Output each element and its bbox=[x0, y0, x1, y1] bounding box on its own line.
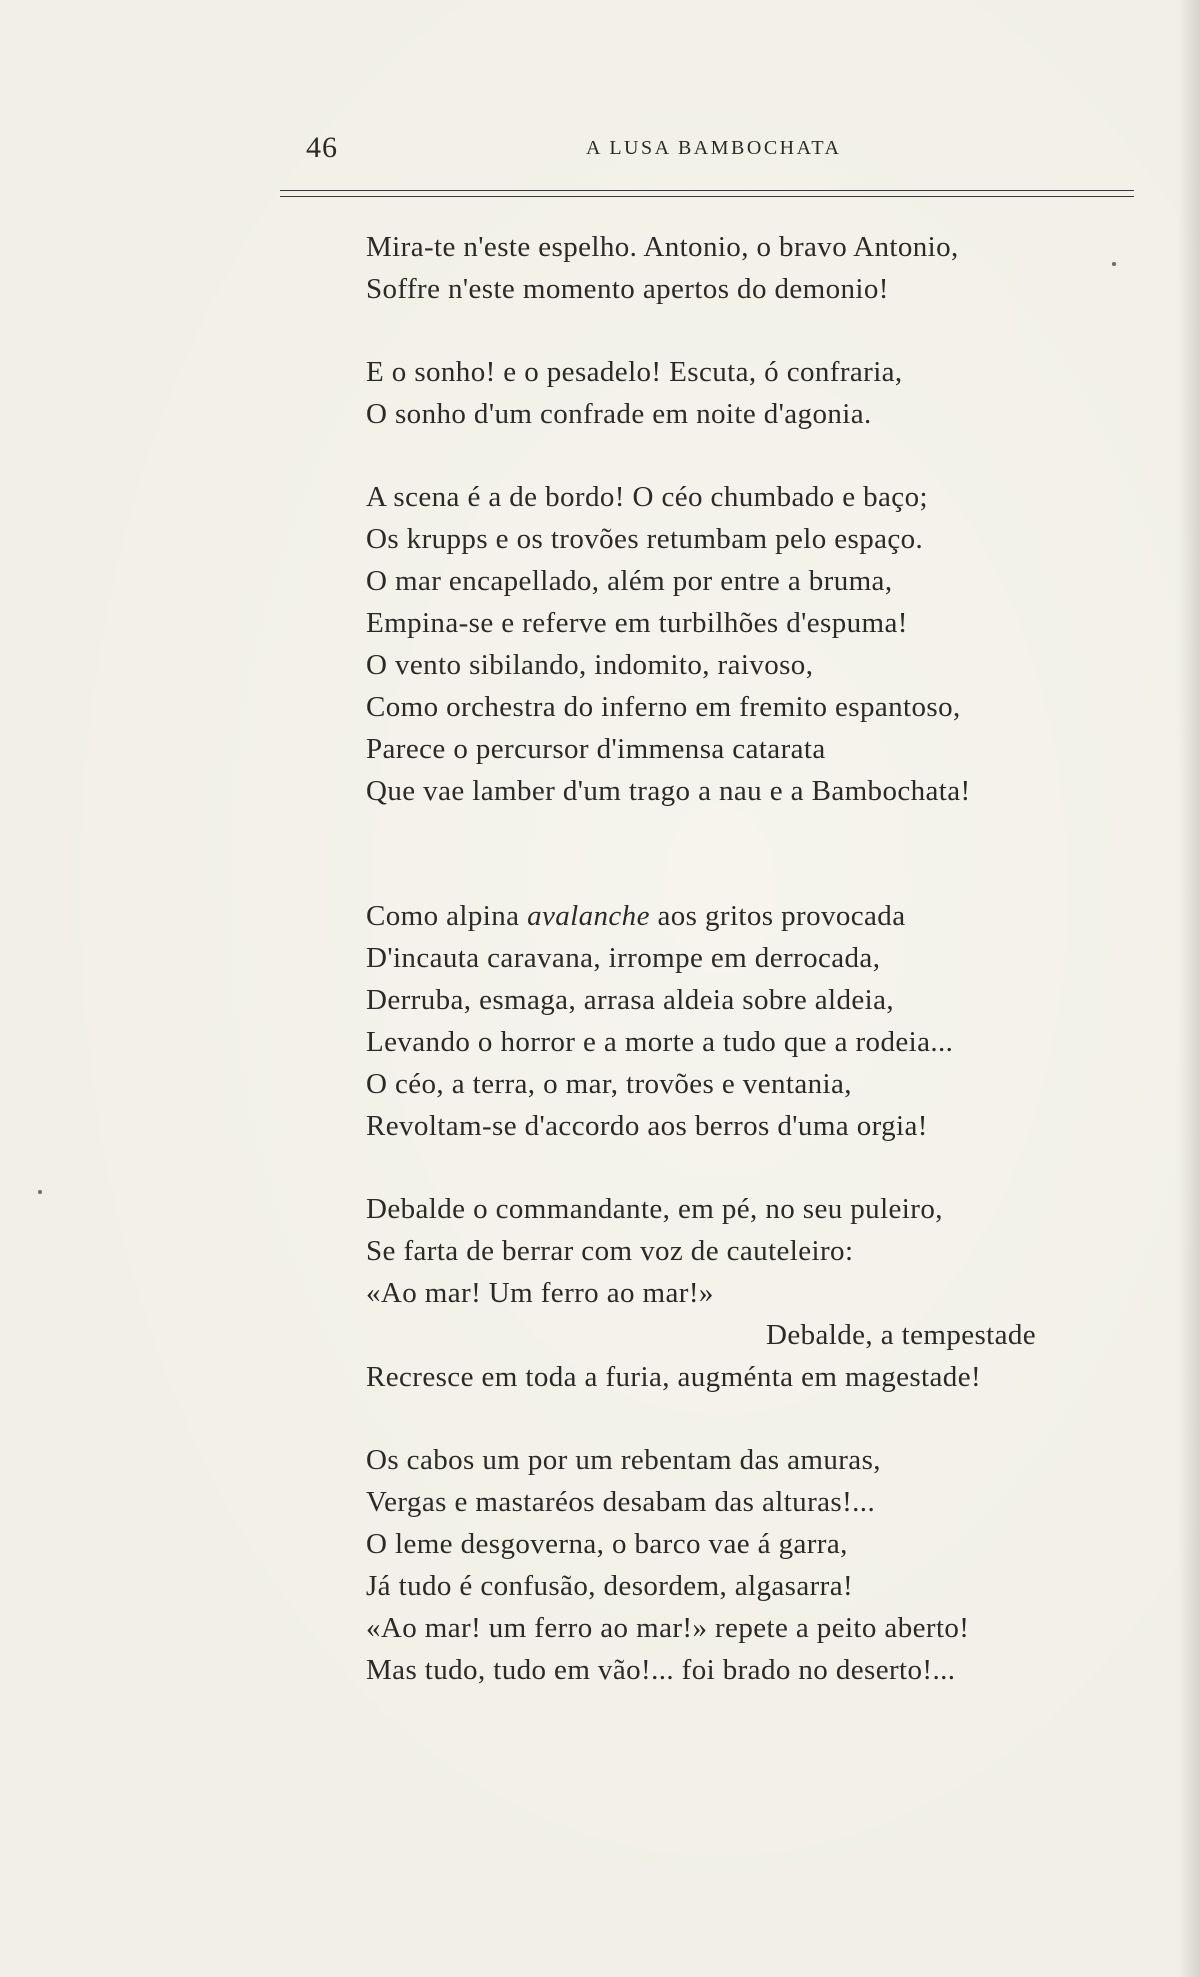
header-double-rule bbox=[280, 190, 1134, 199]
verse-line: O sonho d'um confrade em noite d'agonia. bbox=[366, 398, 872, 430]
verse-line: Revoltam-se d'accordo aos berros d'uma orgia! bbox=[366, 1110, 928, 1142]
verse-line: Mas tudo, tudo em vão!... foi brado no deserto!... bbox=[366, 1654, 956, 1686]
verse-line: O vento sibilando, indomito, raivoso, bbox=[366, 649, 814, 681]
verse-line: «Ao mar! um ferro ao mar!» repete a peito aberto! bbox=[366, 1612, 970, 1644]
verse-line: Parece o percursor d'immensa catarata bbox=[366, 733, 826, 765]
verse-line: Os krupps e os trovões retumbam pelo espaço. bbox=[366, 523, 924, 555]
page-edge-shadow bbox=[1178, 0, 1200, 1977]
verse-line: O mar encapellado, além por entre a bruma, bbox=[366, 565, 893, 597]
verse-line: Empina-se e referve em turbilhões d'espuma! bbox=[366, 607, 908, 639]
verse-line: Soffre n'este momento apertos do demonio! bbox=[366, 273, 889, 305]
stanza bbox=[366, 895, 1086, 1147]
verse-fragment: Como alpina bbox=[366, 900, 528, 932]
verse-line: Derruba, esmaga, arrasa aldeia sobre aldeia, bbox=[366, 984, 895, 1016]
poem-body bbox=[366, 226, 1086, 1732]
verse-line: A scena é a de bordo! O céo chumbado e baço; bbox=[366, 481, 928, 513]
verse-line: Já tudo é confusão, desordem, algasarra! bbox=[366, 1570, 854, 1602]
italic-word: avalanche bbox=[527, 900, 650, 932]
verse-fragment: aos gritos provocada bbox=[649, 900, 906, 932]
verse-line: Se farta de berrar com voz de cauteleiro: bbox=[366, 1235, 854, 1267]
running-head bbox=[0, 128, 1200, 168]
verse-line: Vergas e mastaréos desabam das alturas!... bbox=[366, 1486, 876, 1518]
header-rule-top bbox=[280, 190, 1134, 191]
verse-line: Os cabos um por um rebentam das amuras, bbox=[366, 1444, 881, 1476]
verse-line: D'incauta caravana, irrompe em derrocada, bbox=[366, 942, 881, 974]
verse-line: Debalde o commandante, em pé, no seu puleiro, bbox=[366, 1193, 943, 1225]
verse-line: «Ao mar! Um ferro ao mar!» bbox=[366, 1277, 714, 1309]
running-title: A LUSA BAMBOCHATA bbox=[586, 137, 842, 159]
verse-line: Mira-te n'este espelho. Antonio, o bravo Antonio, bbox=[366, 231, 959, 263]
stanza bbox=[366, 1439, 1086, 1691]
verse-line: Levando o horror e a morte a tudo que a rodeia... bbox=[366, 1026, 954, 1058]
verse-line: Como orchestra do inferno em fremito espantoso, bbox=[366, 691, 961, 723]
verse-line: O céo, a terra, o mar, trovões e ventania, bbox=[366, 1068, 852, 1100]
paper-speck bbox=[38, 1190, 42, 1194]
verse-line bbox=[366, 895, 1086, 937]
verse-line: E o sonho! e o pesadelo! Escuta, ó confraria, bbox=[366, 356, 903, 388]
verse-line: O leme desgoverna, o barco vae á garra, bbox=[366, 1528, 848, 1560]
stanza bbox=[366, 476, 1086, 812]
stanza bbox=[366, 1188, 1086, 1398]
verse-line-indented: Debalde, a tempestade bbox=[766, 1319, 1037, 1351]
page-number: 46 bbox=[306, 131, 338, 164]
stanza bbox=[366, 226, 1086, 310]
verse-line: Que vae lamber d'um trago a nau e a Bambochata! bbox=[366, 775, 971, 807]
paper-speck bbox=[1112, 262, 1116, 266]
stanza bbox=[366, 351, 1086, 435]
header-rule-bottom bbox=[280, 196, 1134, 197]
verse-line: Recresce em toda a furia, augménta em magestade! bbox=[366, 1361, 982, 1393]
